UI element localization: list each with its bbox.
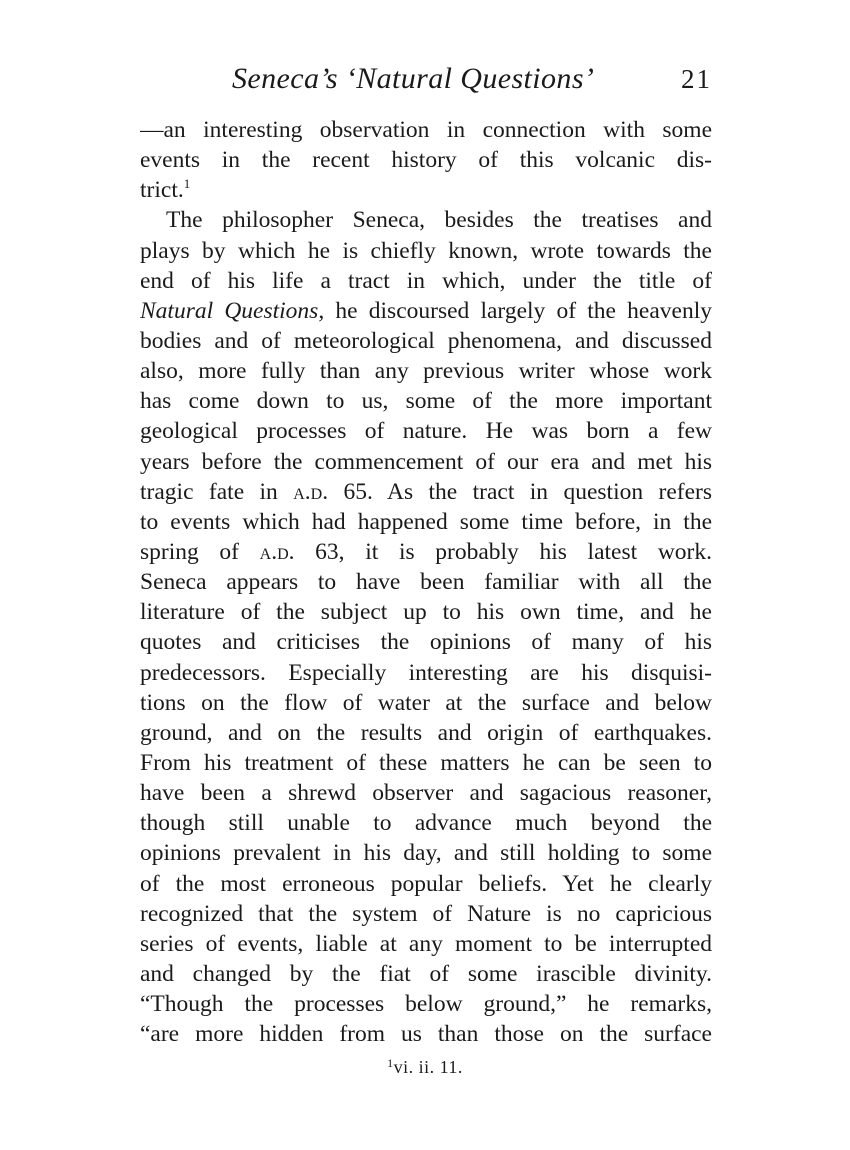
text-line: series of events, liable at any moment to be interrupted <box>140 930 712 957</box>
text-line: literature of the subject up to his own time, and he <box>140 599 712 626</box>
text-line: though still unable to advance much beyond the <box>140 810 712 837</box>
footnote-reference: 1 <box>183 176 191 192</box>
text-line: Seneca appears to have been familiar with all the <box>140 569 712 596</box>
text-line <box>140 537 712 567</box>
text-segment: 63, it is probably his latest work. <box>294 538 712 565</box>
text-line: plays by which he is chiefly known, wrote towards the <box>140 237 712 264</box>
text-line <box>140 175 712 205</box>
text-line: end of his life a tract in which, under the title of <box>140 267 712 294</box>
text-line: —an interesting observation in connection with some <box>140 117 712 143</box>
text-line: events in the recent history of this volcanic dis- <box>140 147 712 174</box>
era-abbreviation: a.d. <box>259 538 295 565</box>
text-segment: he discoursed largely of the heavenly <box>324 297 712 324</box>
text-line: recognized that the system of Nature is no capricious <box>140 900 712 927</box>
text-line <box>140 477 712 507</box>
text-line: of the most erroneous popular beliefs. Yet he clearly <box>140 870 712 897</box>
text-segment: trict. <box>140 177 184 204</box>
footnote <box>0 1057 850 1078</box>
text-line: quotes and criticises the opinions of many of his <box>140 629 712 656</box>
italic-book-title: Natural Questions, <box>140 297 325 324</box>
text-line: to events which had happened some time before, in the <box>140 508 712 535</box>
text-segment: 65. As the tract in question refers <box>328 478 712 505</box>
era-abbreviation: a.d. <box>293 478 329 505</box>
text-line: and changed by the fiat of some irascible divinity. <box>140 960 712 987</box>
text-line: predecessors. Especially interesting are his disquisi- <box>140 659 712 686</box>
text-line: “Though the processes below ground,” he remarks, <box>140 991 712 1018</box>
text-line: tions on the flow of water at the surface and below <box>140 689 712 716</box>
page-number: 21 <box>681 64 712 94</box>
text-line: has come down to us, some of the more important <box>140 388 712 415</box>
paragraph-first-line: The philosopher Seneca, besides the treatises and <box>166 207 712 234</box>
text-line: geological processes of nature. He was born a few <box>140 418 712 445</box>
text-segment: spring of <box>140 538 260 565</box>
body-text <box>140 115 712 1049</box>
text-line: “are more hidden from us than those on the surface <box>140 1021 712 1048</box>
footnote-text: vi. ii. 11. <box>393 1057 463 1077</box>
text-line: bodies and of meteorological phenomena, and discussed <box>140 327 712 354</box>
running-head <box>140 62 712 102</box>
text-line: have been a shrewd observer and sagacious reasoner, <box>140 780 712 807</box>
text-line: years before the commencement of our era and met his <box>140 448 712 475</box>
text-line: From his treatment of these matters he can be seen to <box>140 749 712 776</box>
text-segment: tragic fate in <box>140 478 294 505</box>
running-title: Seneca’s ‘Natural Questions’ <box>232 62 595 95</box>
text-line: opinions prevalent in his day, and still holding to some <box>140 840 712 867</box>
text-line: ground, and on the results and origin of earthquakes. <box>140 719 712 746</box>
text-line: also, more fully than any previous writer whose work <box>140 358 712 385</box>
text-line <box>140 296 712 326</box>
footnote-marker: 1 <box>387 1056 394 1070</box>
